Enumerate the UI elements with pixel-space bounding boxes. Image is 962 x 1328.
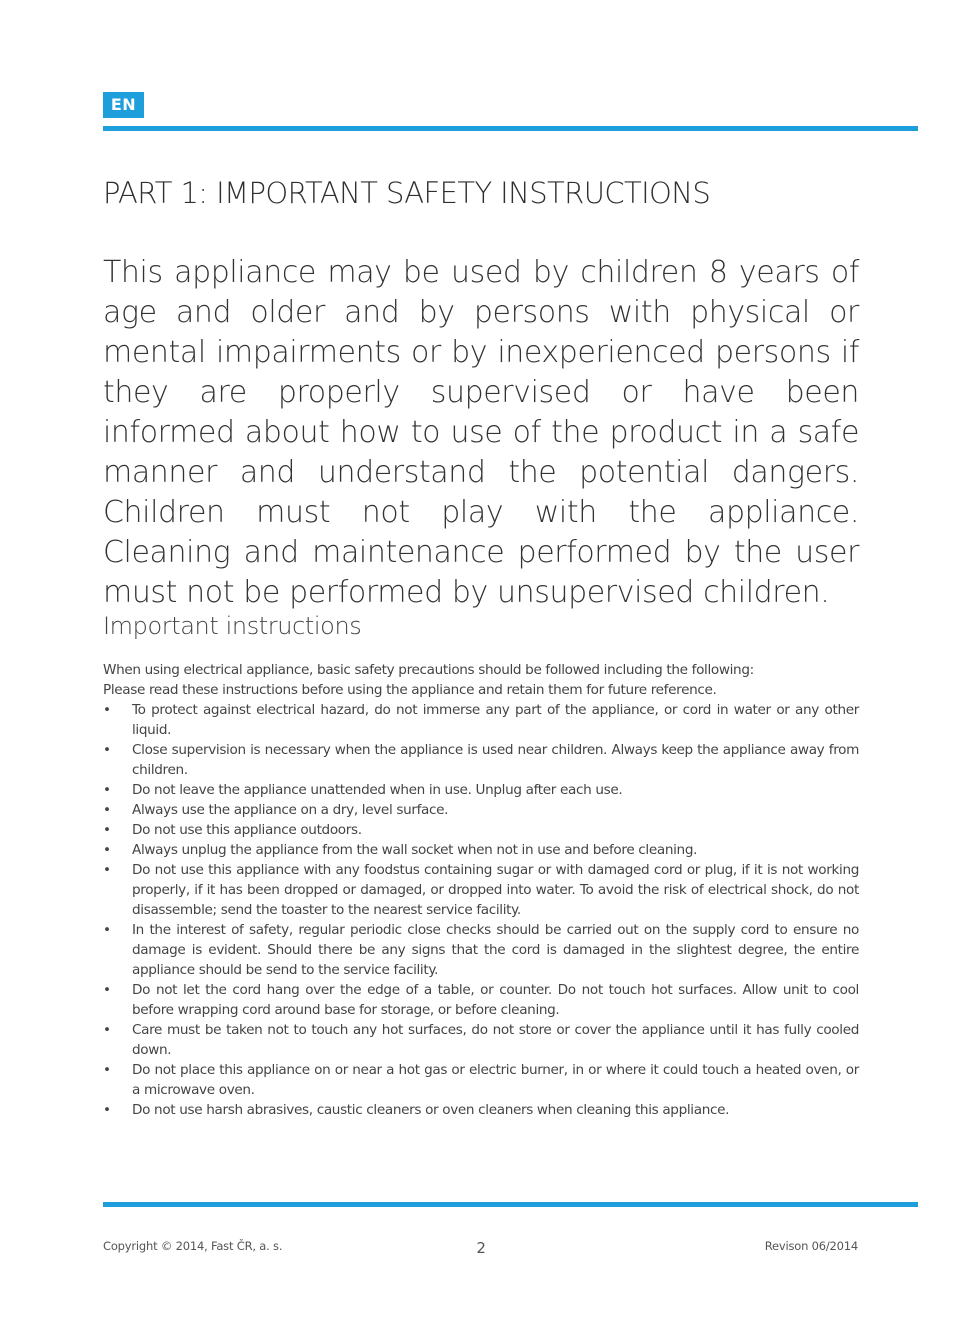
list-item <box>103 800 859 820</box>
list-item-text: Close supervision is necessary when the appliance is used near children. Always keep the appliance away from children. <box>132 742 859 778</box>
language-badge: EN <box>103 92 144 118</box>
list-item-text: Do not use this appliance outdoors. <box>132 822 362 838</box>
list-item-text: In the interest of safety, regular periodic close checks should be carried out on the supply cord to ensure no damage is evident. Should there be any signs that the cord is damaged in the slightest degree, the entire appliance should be send to the service facility. <box>132 922 859 978</box>
list-item <box>103 740 859 780</box>
list-item <box>103 820 859 840</box>
page-title: PART 1: IMPORTANT SAFETY INSTRUCTIONS <box>103 176 711 210</box>
list-item-text: Do not place this appliance on or near a hot gas or electric burner, in or where it could touch a heated oven, or a microwave oven. <box>132 1062 859 1098</box>
instruction-list <box>103 700 859 1120</box>
list-item-text: To protect against electrical hazard, do not immerse any part of the appliance, or cord in water or any other liquid. <box>132 702 859 738</box>
bullet-icon: • <box>103 922 111 938</box>
bullet-icon: • <box>103 782 111 798</box>
list-item-text: Care must be taken not to touch any hot surfaces, do not store or cover the appliance until it has fully cooled down. <box>132 1022 859 1058</box>
bullet-icon: • <box>103 742 111 758</box>
bullet-icon: • <box>103 802 111 818</box>
bullet-icon: • <box>103 702 111 718</box>
list-item-text: Do not use harsh abrasives, caustic cleaners or oven cleaners when cleaning this appliance. <box>132 1102 730 1118</box>
list-item <box>103 840 859 860</box>
bullet-icon: • <box>103 842 111 858</box>
bullet-icon: • <box>103 1062 111 1078</box>
intro-text <box>103 660 859 700</box>
intro-line: When using electrical appliance, basic safety precautions should be followed including the following: <box>103 662 754 678</box>
page-number: 2 <box>476 1239 486 1257</box>
list-item <box>103 980 859 1020</box>
footer-copyright: Copyright © 2014, Fast ČR, a. s. <box>103 1239 283 1253</box>
list-item <box>103 920 859 980</box>
bullet-icon: • <box>103 1102 111 1118</box>
list-item <box>103 1100 859 1120</box>
lead-paragraph: This appliance may be used by children 8 years of age and older and by persons with physical or mental impairments or by inexperienced persons if they are properly supervised or have been informed about how to use of the product in a safe manner and understand the potential dangers. Children must not play with the appliance. Cleaning and maintenance performed by the user must not be performed by unsupervised children. <box>103 255 859 610</box>
list-item-text: Do not let the cord hang over the edge of a table, or counter. Do not touch hot surfaces. Allow unit to cool before wrapping cord around base for storage, or before cleaning. <box>132 982 859 1018</box>
footer-revision: Revison 06/2014 <box>764 1239 858 1253</box>
list-item <box>103 1020 859 1060</box>
list-item-text: Always use the appliance on a dry, level surface. <box>132 802 449 818</box>
list-item-text: Always unplug the appliance from the wall socket when not in use and before cleaning. <box>132 842 698 858</box>
list-item-text: Do not use this appliance with any foodstus containing sugar or with damaged cord or plug, if it is not working properly, if it has been dropped or damaged, or dropped into water. To avoid the risk of electrical shock, do not disassemble; send the toaster to the nearest service facility. <box>132 862 859 918</box>
bullet-icon: • <box>103 862 111 878</box>
list-item <box>103 780 859 800</box>
list-item <box>103 700 859 740</box>
footer-divider <box>103 1202 918 1207</box>
list-item-text: Do not leave the appliance unattended when in use. Unplug after each use. <box>132 782 623 798</box>
bullet-icon: • <box>103 1022 111 1038</box>
header-divider <box>103 126 918 131</box>
list-item <box>103 860 859 920</box>
section-title: Important instructions <box>103 612 362 640</box>
list-item <box>103 1060 859 1100</box>
intro-line: Please read these instructions before using the appliance and retain them for future reference. <box>103 682 717 698</box>
bullet-icon: • <box>103 982 111 998</box>
bullet-icon: • <box>103 822 111 838</box>
